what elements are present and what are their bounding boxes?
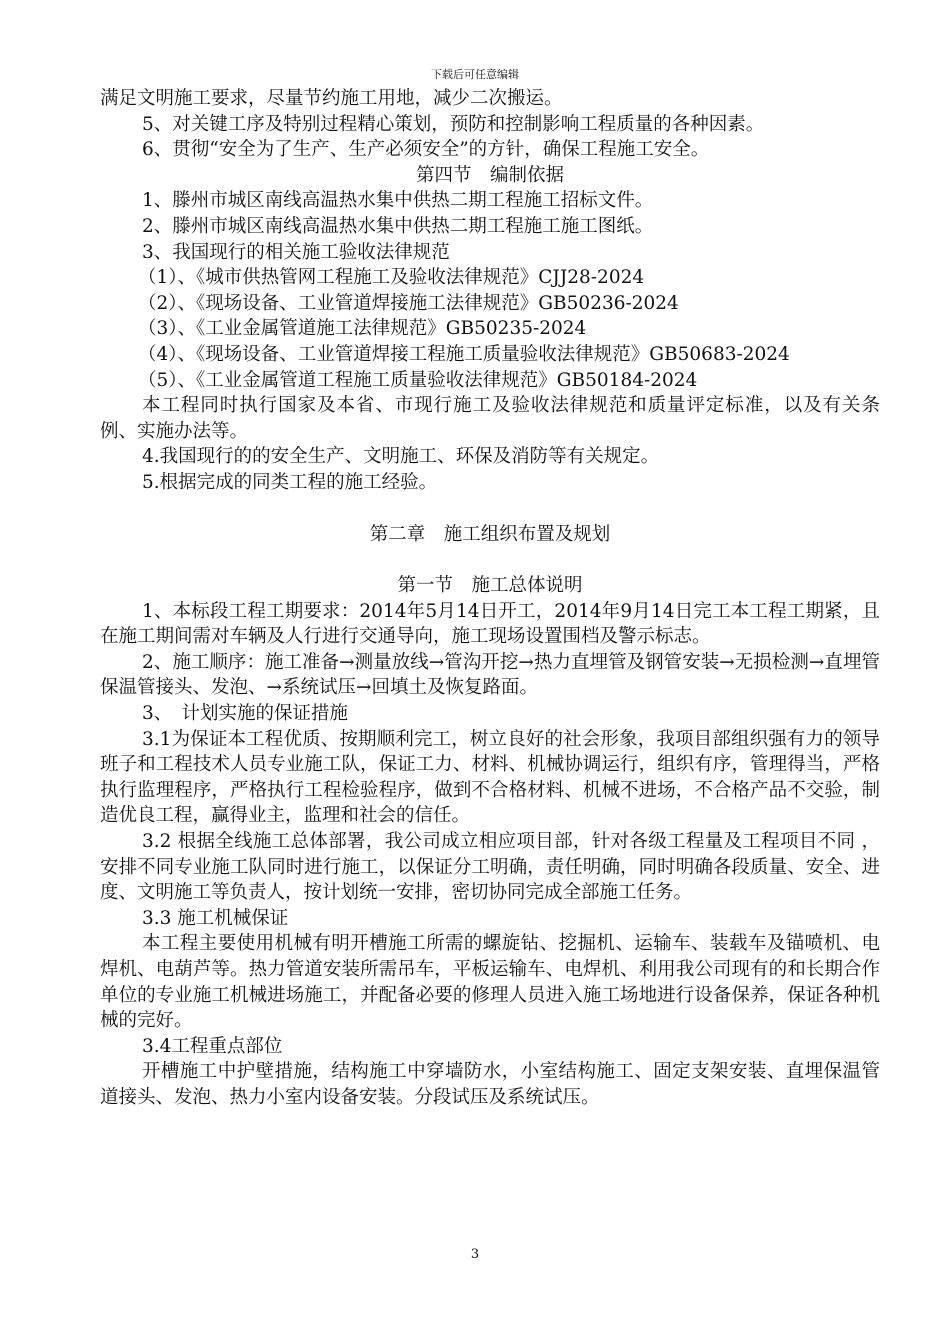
section-heading: 第四节 编制依据: [415, 164, 564, 186]
paragraph: 1、本标段工程工期要求：2014年5月14日开工，2014年9月14日完工本工程工期紧，且在施工期间需对车辆及人行进行交通导向，施工现场设置围档及警示标志。: [100, 600, 880, 648]
standard-reference: （3）、《工业金属管道施工法律规范》GB50235-2024: [138, 318, 587, 340]
basis-item: 1、滕州市城区南线高温热水集中供热二期工程施工招标文件。: [142, 190, 654, 212]
chapter-heading: 第二章 施工组织布置及规划: [369, 523, 611, 545]
paragraph: 2、施工顺序：施工准备→测量放线→管沟开挖→热力直埋管及钢管安装→无损检测→直埋管保温管接头、发泡、→系统试压→回填土及恢复路面。: [100, 651, 880, 699]
paragraph: 本工程同时执行国家及本省、市现行施工及验收法律规范和质量评定标准，以及有关条例、实施办法等。: [100, 395, 880, 442]
paragraph: 4.我国现行的的安全生产、文明施工、环保及消防等有关规定。: [142, 446, 660, 468]
paragraph: 3.2 根据全线施工总体部署，我公司成立相应项目部，针对各级工程量及工程项目不同 ，安排不同专业施工队同时进行施工，以保证分工明确，责任明确，同时明确各段质量、安全、进度、文明施工等负责人，按计划统一安排，密切协同完成全部施工任务。: [100, 831, 880, 904]
standard-reference: （1）、《城市供热管网工程施工及验收法律规范》CJJ28-2024: [138, 267, 645, 289]
paragraph: 6、贯彻“安全为了生产、生产必须安全”的方针，确保工程施工安全。: [142, 139, 710, 161]
paragraph: 3.1为保证本工程优质、按期顺利完工，树立良好的社会形象，我项目部组织强有力的领导班子和工程技术人员专业施工队，保证工力、材料、机械协调运行，组织有序，管理得当，严格执行监理程序，严格执行工程检验程序，做到不合格材料、机械不进场，不合格产品不交验，制造优良工程，赢得业主，监理和社会的信任。: [100, 728, 880, 827]
paragraph: 3、 计划实施的保证措施: [142, 703, 349, 725]
paragraph: 开槽施工中护壁措施，结构施工中穿墙防水，小室结构施工、固定支架安装、直埋保温管道接头、发泡、热力小室内设备安装。分段试压及系统试压。: [100, 1061, 880, 1108]
paragraph: 满足文明施工要求，尽量节约施工用地，减少二次搬运。: [100, 88, 563, 109]
paragraph: 3.4工程重点部位: [142, 1035, 283, 1057]
paragraph: 5.根据完成的同类工程的施工经验。: [142, 471, 438, 493]
page-header: 下载后可任意编辑: [431, 68, 519, 81]
basis-item: 3、我国现行的相关施工验收法律规范: [142, 241, 450, 263]
standard-reference: （2）、《现场设备、工业管道焊接施工法律规范》GB50236-2024: [138, 292, 679, 314]
section-heading: 第一节 施工总体说明: [397, 575, 583, 597]
standard-reference: （5）、《工业金属管道工程施工质量验收法律规范》GB50184-2024: [138, 369, 698, 391]
basis-item: 2、滕州市城区南线高温热水集中供热二期工程施工施工图纸。: [142, 215, 654, 237]
paragraph: 3.3 施工机械保证: [142, 907, 289, 929]
paragraph: 5、对关键工序及特别过程精心策划，预防和控制影响工程质量的各种因素。: [142, 113, 765, 135]
document-body: [100, 86, 880, 1111]
paragraph: 本工程主要使用机械有明开槽施工所需的螺旋钻、挖掘机、运输车、装载车及锚喷机、电焊机、电葫芦等。热力管道安装所需吊车，平板运输车、电焊机、利用我公司现有的和长期合作单位的专业施工机械进场施工，并配备必要的修理人员进入施工场地进行设备保养，保证各种机械的完好。: [100, 933, 880, 1032]
standard-reference: （4）、《现场设备、工业管道焊接工程施工质量验收法律规范》GB50683-2024: [138, 343, 790, 365]
page-number: 3: [470, 1247, 480, 1262]
